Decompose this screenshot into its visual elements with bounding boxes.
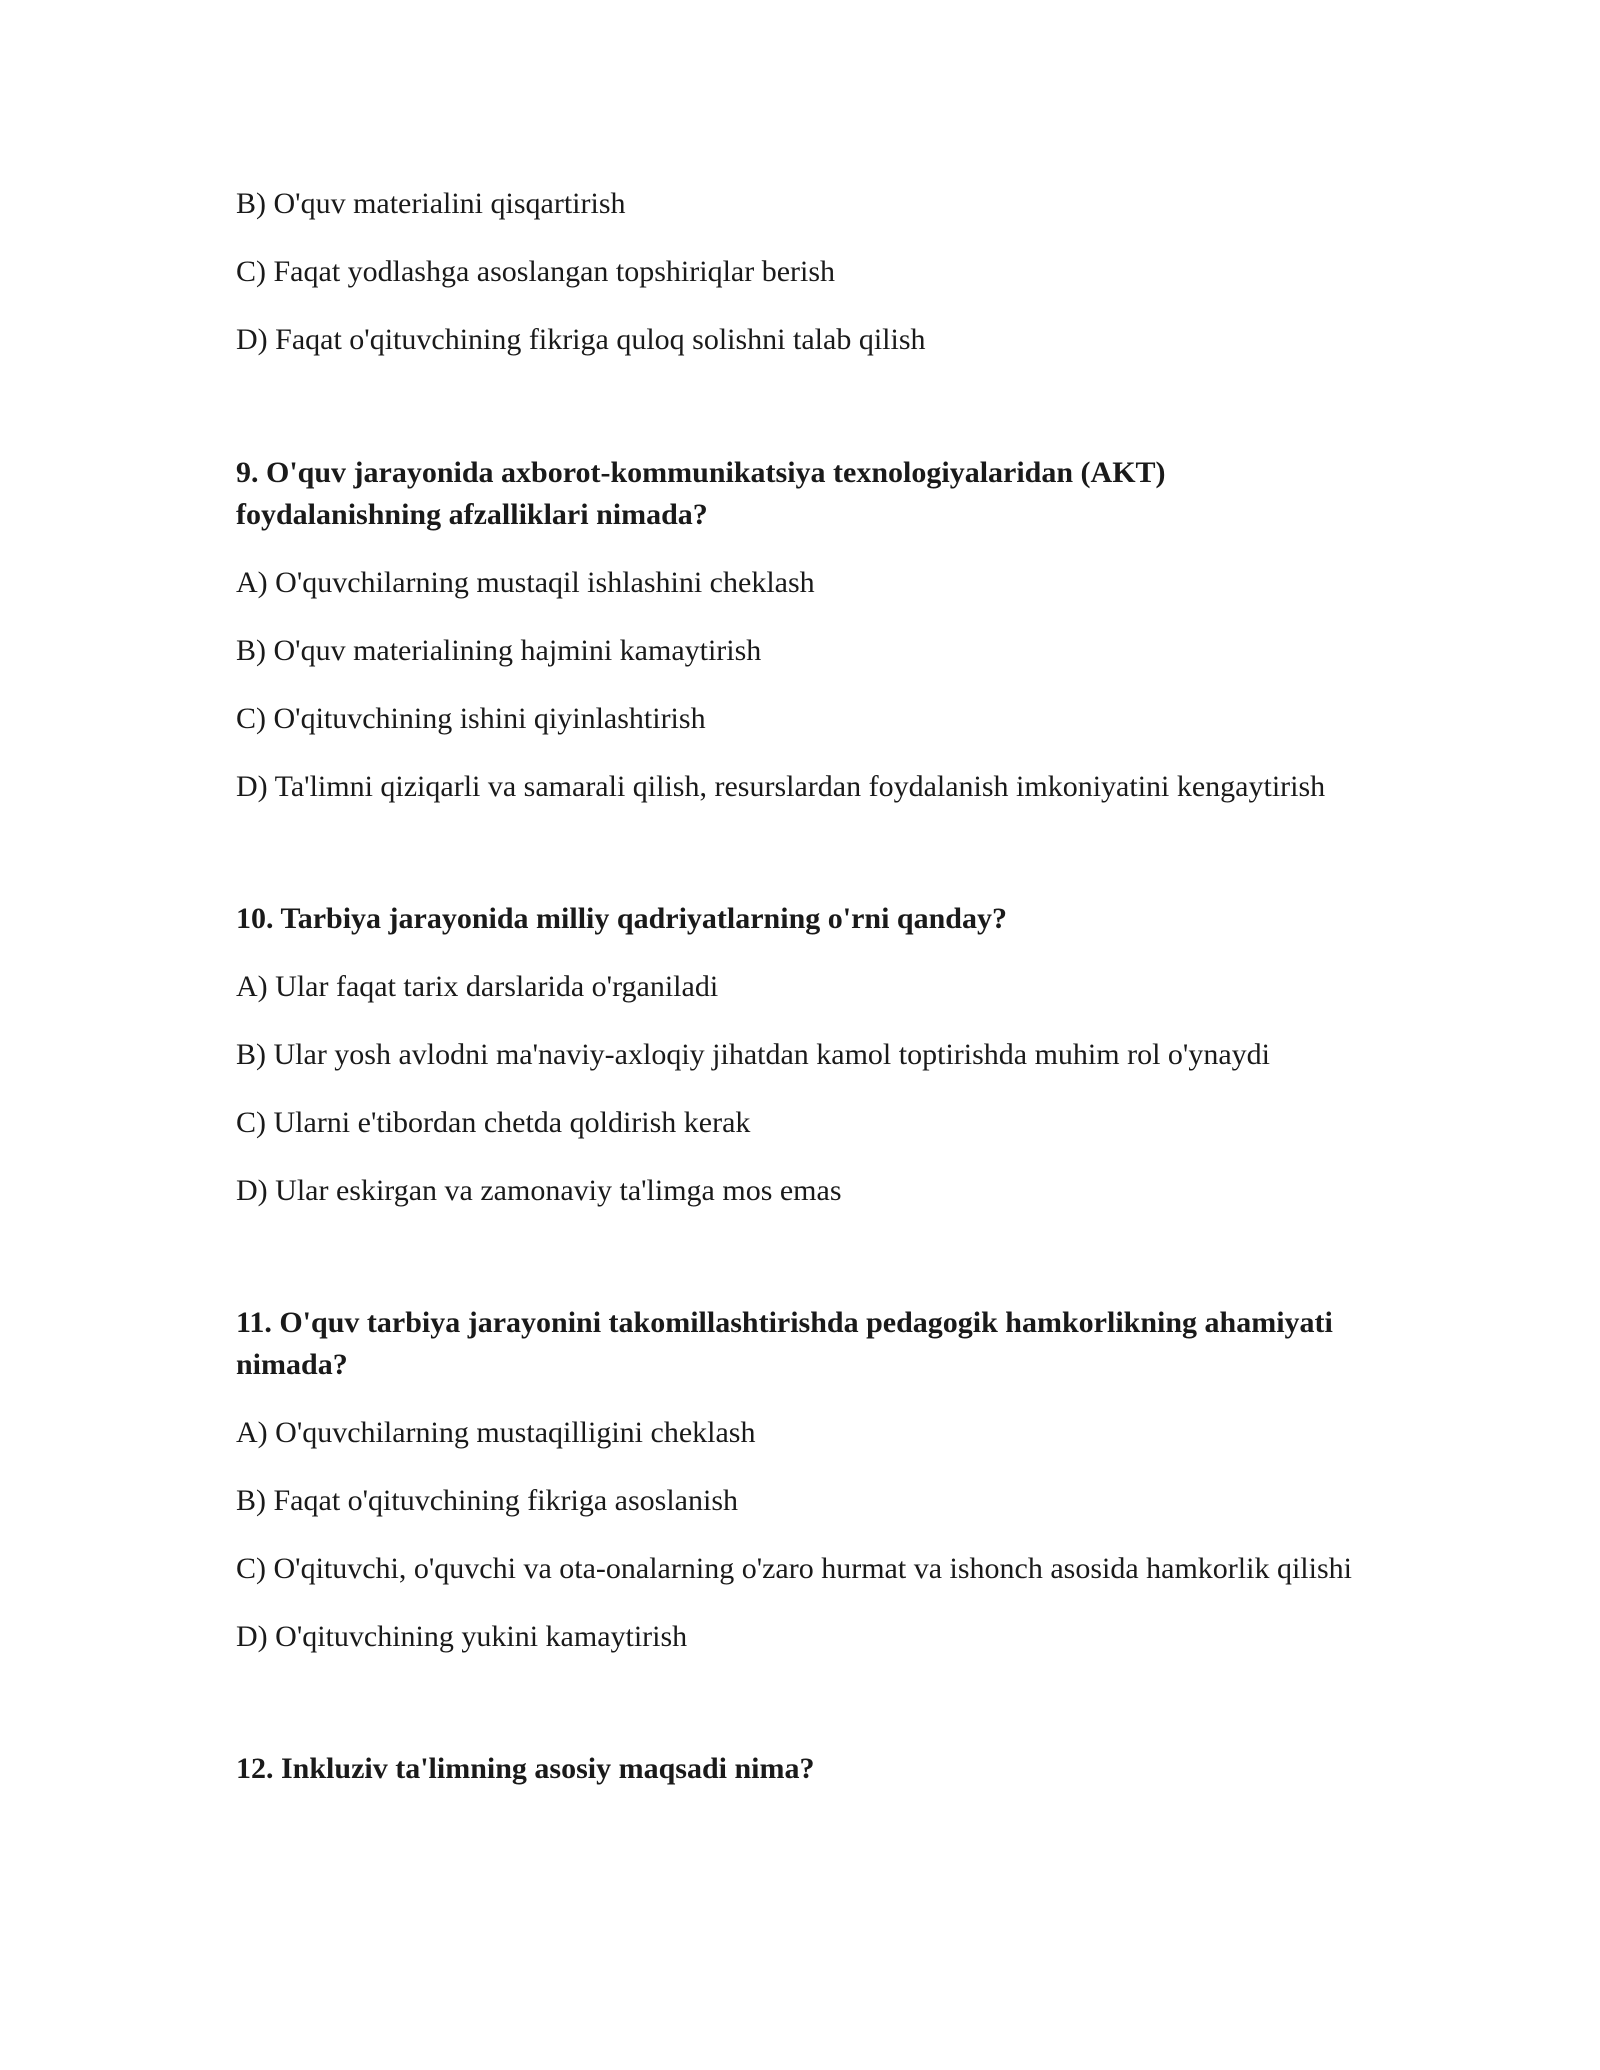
answer-option-b: B) O'quv materialining hajmini kamaytirish	[236, 634, 762, 667]
answer-option-d: D) Ta'limni qiziqarli va samarali qilish, resurslardan foydalanish imkoniyatini kengaytirish	[236, 770, 1326, 803]
question-11: 11. O'quv tarbiya jarayonini takomillashtirishda pedagogik hamkorlikning ahamiyati nimada?	[236, 1306, 1333, 1381]
answer-option-c: C) Ularni e'tibordan chetda qoldirish kerak	[236, 1106, 751, 1139]
answer-option-a: A) O'quvchilarning mustaqil ishlashini cheklash	[236, 566, 815, 599]
question-12: 12. Inkluziv ta'limning asosiy maqsadi nima?	[236, 1752, 815, 1785]
answer-option-d: D) O'qituvchining yukini kamaytirish	[236, 1620, 688, 1653]
answer-option-c: C) O'qituvchining ishini qiyinlashtirish	[236, 702, 706, 735]
answer-option-a: A) Ular faqat tarix darslarida o'rganiladi	[236, 970, 719, 1003]
answer-option-d: D) Ular eskirgan va zamonaviy ta'limga mos emas	[236, 1174, 842, 1207]
answer-option-b: B) O'quv materialini qisqartirish	[236, 187, 626, 220]
answer-option-c: C) O'qituvchi, o'quvchi va ota-onalarning o'zaro hurmat va ishonch asosida hamkorlik qilishi	[236, 1552, 1352, 1585]
answer-option-b: B) Ular yosh avlodni ma'naviy-axloqiy jihatdan kamol toptirishda muhim rol o'ynaydi	[236, 1038, 1270, 1071]
answer-option-c: C) Faqat yodlashga asoslangan topshiriqlar berish	[236, 255, 836, 288]
question-10: 10. Tarbiya jarayonida milliy qadriyatlarning o'rni qanday?	[236, 902, 1007, 935]
answer-option-b: B) Faqat o'qituvchining fikriga asoslanish	[236, 1484, 739, 1517]
page-content	[236, 183, 1376, 1816]
answer-option-d: D) Faqat o'qituvchining fikriga quloq solishni talab qilish	[236, 323, 926, 356]
question-9: 9. O'quv jarayonida axborot-kommunikatsiya texnologiyalaridan (AKT) foydalanishning afzalliklari nimada?	[236, 456, 1166, 531]
answer-option-a: A) O'quvchilarning mustaqilligini cheklash	[236, 1416, 756, 1449]
